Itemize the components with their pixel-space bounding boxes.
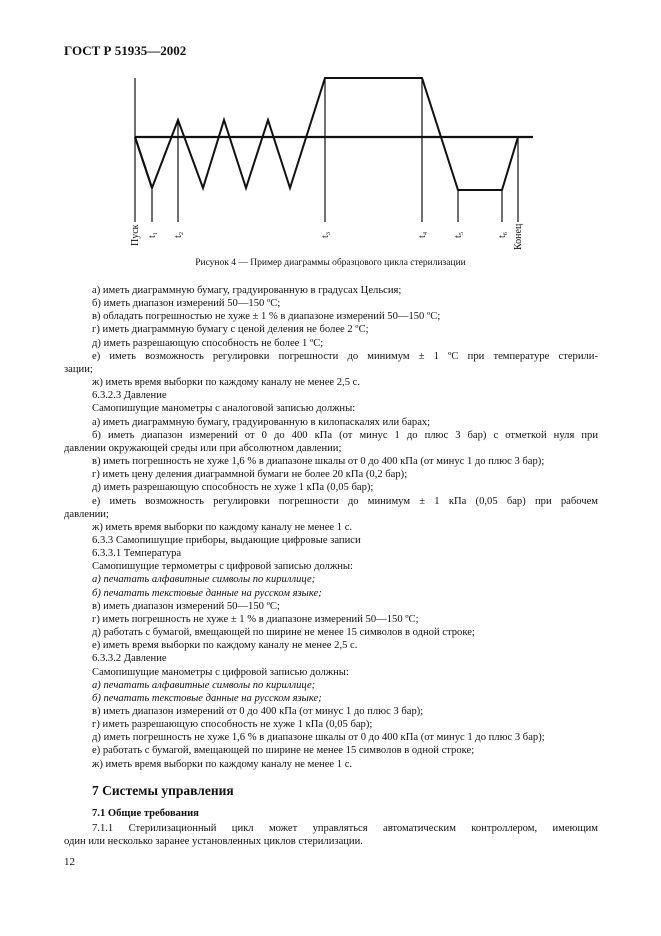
body-line: ж) иметь время выборки по каждому каналу не менее 2,5 с. [92, 377, 361, 389]
body-line: г) иметь разрешающую способность не хуже 1 кПа (0,05 бар); [92, 719, 373, 731]
body-line: е) работать с бумагой, вмещающей по ширине не менее 15 символов в одной строке; [92, 745, 475, 757]
body-line: а) печатать алфавитные символы по кириллице; [92, 679, 316, 691]
sterilization-cycle-diagram [0, 0, 661, 260]
paragraph-line: 7.1.1 Стерилизационный цикл может управляться автоматическим контроллером, имеющим [92, 823, 598, 834]
cycle-curve [135, 78, 518, 190]
body-line: ж) иметь время выборки по каждому каналу не менее 1 с. [92, 521, 353, 533]
body-line: в) иметь диапазон измерений 50—150 ºС; [92, 600, 280, 612]
body-line: д) иметь погрешность не хуже 1,6 % в диапазоне шкалы от 0 до 400 кПа (от минус 1 до плюс 3 бар); [92, 732, 545, 744]
body-line: а) иметь диаграммную бумагу, градуированную в килопаскалях или барах; [92, 416, 431, 428]
section-paragraph [64, 822, 598, 848]
body-line: д) иметь разрешающую способность не более 1 ºС; [92, 337, 324, 349]
subsection-title: 7.1 Общие требования [92, 808, 199, 819]
paragraph-line: один или несколько заранее установленных циклов стерилизации. [64, 836, 363, 848]
body-line: б) печатать текстовые данные на русском языке; [92, 692, 322, 704]
document-header: ГОСТ Р 51935—2002 [64, 43, 187, 58]
body-line: д) работать с бумагой, вмещающей по ширине не менее 15 символов в одной строке; [92, 627, 475, 639]
body-line: г) иметь диаграммную бумагу с ценой деления не более 2 ºС; [92, 324, 369, 336]
axis-label-t6: t₆ [497, 231, 508, 238]
body-line: б) иметь диапазон измерений от 0 до 400 кПа (от минус 1 до плюс 3 бар) с отметкой нуля при [92, 429, 598, 441]
page-number: 12 [64, 856, 75, 868]
body-line: а) печатать алфавитные символы по кириллице; [92, 574, 316, 586]
body-line: Самопишущие манометры с цифровой записью должны: [92, 666, 349, 678]
body-line: в) иметь погрешность не хуже 1,6 % в диапазоне шкалы от 0 до 400 кПа (от минус 1 до плюс 3 бар); [92, 456, 545, 468]
axis-label-t4: t₄ [417, 231, 428, 238]
body-line: а) иметь диаграммную бумагу, градуированную в градусах Цельсия; [92, 285, 402, 296]
body-line: 6.3.2.3 Давление [92, 390, 167, 402]
axis-label-end: Конец [513, 223, 524, 250]
figure-caption: Рисунок 4 — Пример диаграммы образцового цикла стерилизации [195, 258, 466, 268]
body-line: давлении окружающей среды или при абсолютном давлении; [64, 442, 342, 454]
body-line: в) иметь диапазон измерений от 0 до 400 кПа (от минус 1 до плюс 3 бар); [92, 706, 424, 717]
body-line: е) иметь время выборки по каждому каналу не менее 2,5 с. [92, 640, 358, 652]
body-text [64, 284, 598, 771]
body-line: 6.3.3 Самопишущие приборы, выдающие цифровые записи [92, 534, 361, 546]
body-line: б) иметь диапазон измерений 50—150 ºС; [92, 298, 281, 310]
body-line: Самопишущие манометры с аналоговой записью должны: [92, 403, 356, 415]
body-line: 6.3.3.2 Давление [92, 653, 167, 665]
body-line: г) иметь цену деления диаграммной бумаги не более 20 кПа (0,2 бар); [92, 469, 408, 481]
axis-label-start: Пуск [130, 224, 141, 246]
body-line: 6.3.3.1 Температура [92, 548, 182, 560]
axis-label-t2: t₂ [173, 231, 184, 238]
axis-label-t1: t₁ [147, 231, 158, 238]
body-line: е) иметь возможность регулировки погрешности до минимум ± 1 кПа (0,05 бар) при рабочем [92, 495, 598, 507]
body-line: г) иметь погрешность не хуже ± 1 % в диапазоне измерений 50—150 ºС; [92, 613, 419, 625]
section-title: 7 Системы управления [92, 783, 234, 798]
cycle-curve-upper [135, 137, 152, 188]
body-line: Самопишущие термометры с цифровой записью должны: [92, 561, 353, 573]
axis-label-t3: t₃ [320, 231, 331, 238]
body-line: в) обладать погрешностью не хуже ± 1 % в диапазоне измерений 50—150 ºС; [92, 311, 441, 323]
body-line: давлении; [64, 508, 109, 520]
axis-label-t5: t₅ [453, 231, 464, 238]
body-line: е) иметь возможность регулировки погрешности до минимум ± 1 ºС при температуре стерили- [92, 350, 598, 362]
body-line: ж) иметь время выборки по каждому каналу не менее 1 с. [92, 758, 353, 770]
body-line: зации; [64, 363, 93, 375]
body-line: д) иметь разрешающую способность не хуже 1 кПа (0,05 бар); [92, 482, 374, 494]
body-line: б) печатать текстовые данные на русском языке; [92, 587, 322, 599]
